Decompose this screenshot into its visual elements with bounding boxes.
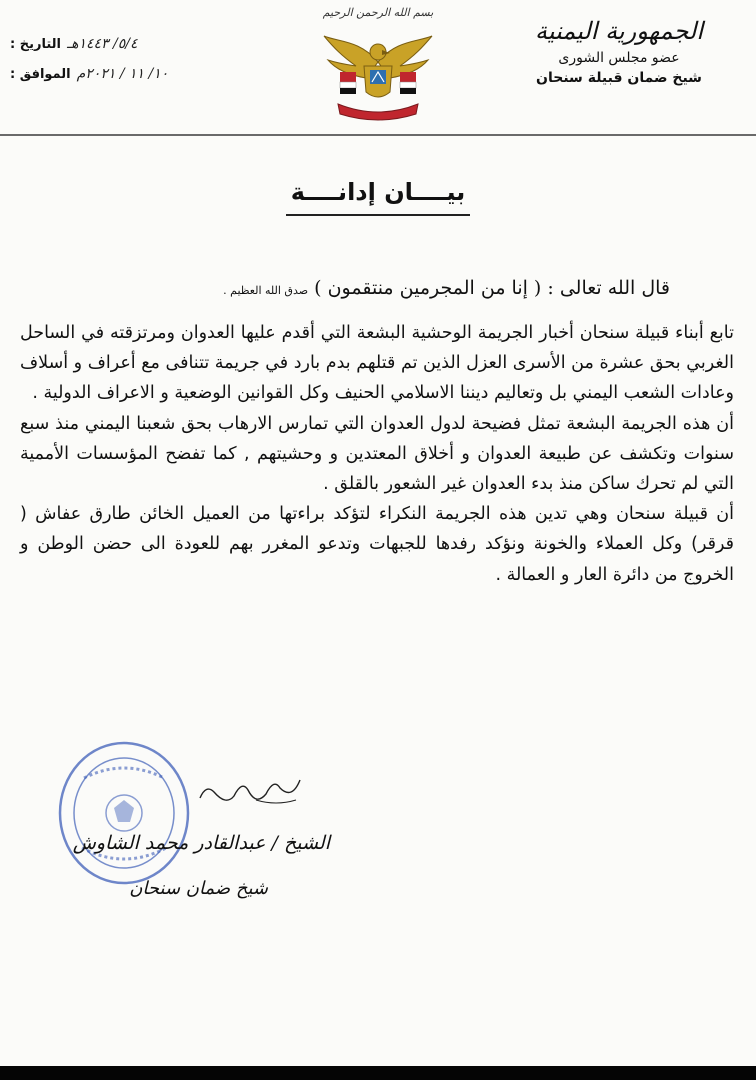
corresponding-label: الموافق : <box>10 67 71 82</box>
sheikh-title: شيخ ضمان قبيلة سنحان <box>536 70 702 86</box>
signatory-name: الشيخ / عبدالقادر محمد الشاوش <box>72 832 330 854</box>
country-name: الجمهورية اليمنية <box>534 17 704 45</box>
verse-closing: صدق الله العظيم . <box>223 284 309 297</box>
paragraph-3: أن قبيلة سنحان وهي تدين هذه الجريمة النكراء لتؤكد براءتها من العميل الخائن طارق عفاش ( قرقر) وكل العملاء والخونة ونؤكد رفدها للجبهات وتدعو المغرر بهم للعودة الى حضن الوطن و الخروج من دائرة العار و العمالة . <box>20 504 734 585</box>
corresponding-value: ١٠/ ١١ / ٢٠٢١م <box>76 66 169 82</box>
date-block <box>10 36 210 96</box>
letterhead-right <box>504 14 734 88</box>
council-membership: عضو مجلس الشورى <box>558 50 680 66</box>
header-divider <box>0 134 756 136</box>
official-seal-stamp <box>54 738 194 888</box>
signatory-title: شيخ ضمان سنحان <box>129 878 268 899</box>
bismillah: بسم الله الرحمن الرحيم <box>322 6 434 19</box>
date-label: التاريخ : <box>10 37 61 52</box>
date-value: ٥/٤/ ١٤٤٣هـ <box>66 36 138 52</box>
gregorian-date-row <box>10 66 210 96</box>
handwritten-signature <box>196 770 306 810</box>
hijri-date-row <box>10 36 210 66</box>
statement-body <box>20 318 734 590</box>
title-underline <box>286 214 470 216</box>
paragraph-2: أن هذه الجريمة البشعة تمثل فضيحة لدول العدوان التي تمارس الارهاب بحق شعبنا اليمني منذ سبع سنوات وتكشف عن طبيعة العدوان و أخلاق المعتدين و وحشيتهم , كما تفضح المؤسسات الأممية التي لم تحرك ساكن منذ بدء العدوان غير الشعور بالقلق . <box>20 413 734 495</box>
quran-verse: قال الله تعالى : ( إنا من المجرمين منتقمون ) <box>314 277 670 299</box>
statement-title: بيــــان إدانــــة <box>290 178 466 206</box>
opening-verse-line <box>110 277 670 299</box>
screen-bottom-edge <box>0 1066 756 1080</box>
paragraph-1: تابع أبناء قبيلة سنحان أخبار الجريمة الوحشية البشعة التي أقدم عليها العدوان ومرتزقته في الساحل الغربي بحق عشرة من الأسرى العزل الذين تم قتلهم بدم بارد في جريمة تتنافى مع أعراف و أسلاف وعادات الشعب اليمني بل وتعاليم ديننا الاسلامي الحنيف وكل القوانين الوضعية و الاعراف الدولية . <box>20 323 734 404</box>
yemen-eagle-emblem-icon <box>320 22 436 122</box>
